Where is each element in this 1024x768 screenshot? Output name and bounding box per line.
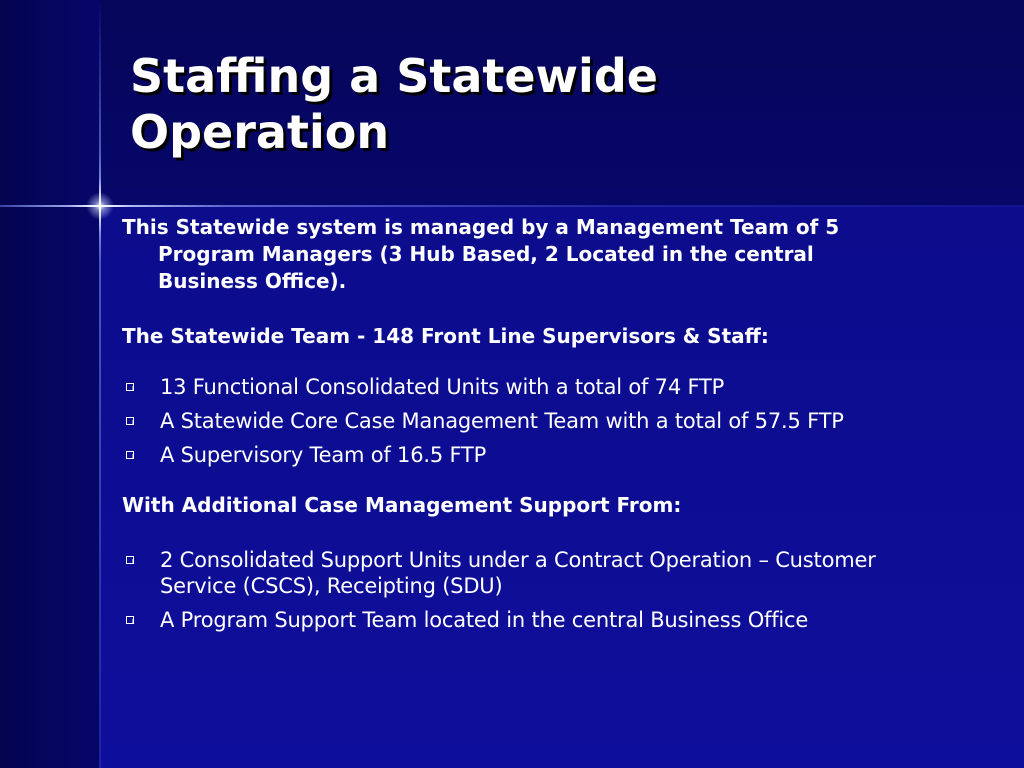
team-list	[122, 374, 912, 468]
hollow-square-icon	[126, 556, 134, 564]
list-item-text: A Program Support Team located in the central Business Office	[160, 608, 809, 632]
vertical-accent-line	[99, 0, 101, 768]
list-item-text: A Supervisory Team of 16.5 FTP	[160, 443, 487, 467]
hollow-square-icon	[126, 417, 134, 425]
list-item	[122, 547, 912, 599]
list-item	[122, 607, 912, 633]
support-heading: With Additional Case Management Support From:	[122, 493, 682, 517]
team-heading: The Statewide Team - 148 Front Line Supervisors & Staff:	[122, 324, 769, 348]
support-list	[122, 547, 912, 633]
hollow-square-icon	[126, 616, 134, 624]
list-item-text: A Statewide Core Case Management Team with a total of 57.5 FTP	[160, 409, 844, 433]
list-item-text: 13 Functional Consolidated Units with a total of 74 FTP	[160, 375, 725, 399]
intro-paragraph: This Statewide system is managed by a Management Team of 5 Program Managers (3 Hub Based, 2 Located in the central Business Office).	[122, 215, 840, 293]
slide-content	[122, 214, 912, 641]
list-item	[122, 442, 912, 468]
list-item	[122, 374, 912, 400]
hollow-square-icon	[126, 451, 134, 459]
slide-title	[130, 48, 990, 160]
title-line-2: Operation	[130, 105, 390, 159]
list-item-text: 2 Consolidated Support Units under a Contract Operation – Customer Service (CSCS), Receipting (SDU)	[160, 548, 876, 598]
hollow-square-icon	[126, 383, 134, 391]
list-item	[122, 408, 912, 434]
horizontal-accent-line	[0, 205, 1024, 207]
title-line-1: Staffing a Statewide	[130, 49, 658, 103]
left-band-decoration	[0, 0, 100, 768]
